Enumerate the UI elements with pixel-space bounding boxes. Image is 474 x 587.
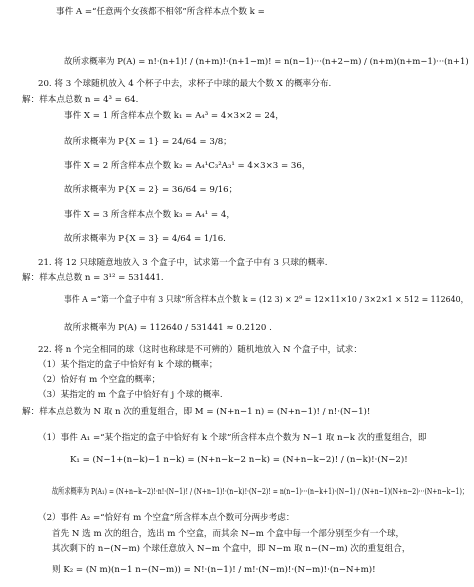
text-04: 解：样本点总数 n = 4³ = 64. [22, 95, 139, 105]
line-07 [64, 162, 310, 171]
line-14 [64, 324, 272, 333]
line-25 [52, 545, 410, 554]
text-16: （1）某个指定的盒子中恰好有 k 个球的概率； [38, 360, 218, 370]
line-19 [22, 408, 370, 417]
line-24 [52, 530, 404, 539]
line-10 [64, 235, 226, 244]
text-18: （3）某指定的 m 个盒子中恰好有 j 个球的概率. [38, 390, 223, 400]
text-25: 其次剩下的 n−(N−m) 个球任意放入 N−m 个盒中，即 N−m 取 n−(N−m) 次的重复组合， [52, 544, 411, 554]
line-21 [70, 456, 408, 465]
text-21: K₁ = (N−1+(n−k)−1 n−k) = (N+n−k−2 n−k) = (N+n−k−2)! / (n−k)!·(N−2)! [70, 455, 408, 465]
text-09: 事件 X = 3 所含样本点个数 k₃ = A₄¹ = 4， [64, 210, 235, 220]
line-20 [38, 434, 427, 443]
text-06: 故所求概率为 P{X = 1} = 24/64 = 3/8； [64, 137, 232, 147]
text-26: 则 K₂ = (N m)(n−1 n−(N−m)) = N!·(n−1)! / m!·(N−m)!·(N−m)!·(n−N+m)! [52, 565, 376, 575]
line-22 [52, 488, 468, 497]
text-20: （1）事件 A₁ =“某个指定的盒子中恰好有 k 个球”所含样本点个数为 N−1 取 n−k 次的重复组合，即 [38, 433, 427, 443]
line-13 [64, 296, 468, 305]
line-05 [64, 112, 284, 121]
line-26 [52, 566, 376, 575]
text-14: 故所求概率为 P(A) = 112640 / 531441 ≈ 0.2120 . [64, 323, 272, 333]
line-03 [38, 80, 331, 89]
line-04 [22, 96, 138, 105]
line-06 [64, 138, 232, 147]
line-08 [64, 186, 237, 195]
line-23 [38, 514, 294, 523]
text-01: 事件 A =“任意两个女孩都不相邻”所含样本点个数 k = [56, 7, 265, 17]
text-12: 解：样本点总数 n = 3¹² = 531441. [22, 273, 164, 283]
line-11 [38, 259, 327, 268]
line-15 [38, 346, 362, 355]
text-24: 首先 N 选 m 次的组合，选出 m 个空盒，而其余 N−m 个盒中每一个部分别至少有一个球， [52, 529, 405, 539]
line-09 [64, 211, 235, 220]
text-10: 故所求概率为 P{X = 3} = 4/64 = 1/16. [64, 234, 226, 244]
line-17 [38, 376, 160, 385]
text-08: 故所求概率为 P{X = 2} = 36/64 = 9/16； [64, 185, 238, 195]
text-13: 事件 A =“第一个盒子中有 3 只球”所含样本点个数 k = (12 3) × 2⁹ = 12×11×10 / 3×2×1 × 512 = 112640， [64, 295, 469, 305]
text-11: 21. 将 12 只球随意地放入 3 个盒子中，试求第一个盒子中有 3 只球的概率. [38, 258, 328, 268]
line-16 [38, 361, 217, 370]
text-03: 20. 将 3 个球随机放入 4 个杯子中去，求杯子中球的最大个数 X 的概率分布. [38, 79, 332, 89]
text-17: （2）恰好有 m 个空盒的概率； [38, 375, 161, 385]
text-15: 22. 将 n 个完全相同的球（这时也称球是不可辨的）随机地放入 N 个盒子中，试求： [38, 345, 362, 355]
line-01 [56, 8, 265, 17]
text-07: 事件 X = 2 所含样本点个数 k₂ = A₄¹C₃²A₃¹ = 4×3×3 = 36， [64, 161, 311, 171]
text-23: （2）事件 A₂ =“恰好有 m 个空盒”所含样本点个数可分两步考虑： [38, 513, 295, 523]
text-05: 事件 X = 1 所含样本点个数 k₁ = A₄³ = 4×3×2 = 24， [64, 111, 284, 121]
line-02 [64, 58, 469, 67]
text-22: 故所求概率为 P(A₁) = (N+n−k−2)!·n!·(N−1)! / (N+n−1)!·(n−k)!·(N−2)! = n(n−1)···(n−k+1)·(N−1) / (N+n−1)(N+n−2)···(N+n−k−1)； [52, 487, 469, 497]
line-18 [38, 391, 223, 400]
text-19: 解：样本点总数为 N 取 n 次的重复组合，即 M = (N+n−1 n) = (N+n−1)! / n!·(N−1)! [22, 407, 371, 417]
line-12 [22, 274, 164, 283]
text-02: 故所求概率为 P(A) = n!·(n+1)! / (n+m)!·(n+1−m)! = n(n−1)···(n+2−m) / (n+m)(n+m−1)···(n+1) [64, 57, 469, 67]
